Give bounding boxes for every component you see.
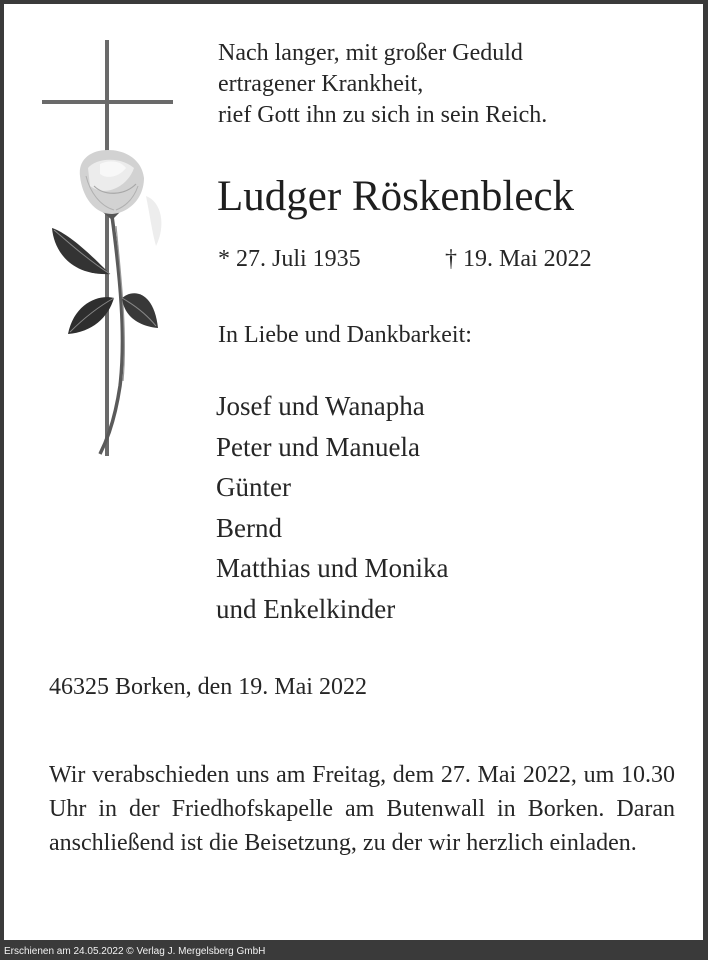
intro-text — [218, 38, 678, 131]
publication-footer: Erschienen am 24.05.2022 © Verlag J. Mergelsberg GmbH — [4, 946, 266, 957]
gratitude-line: In Liebe und Dankbarkeit: — [218, 322, 472, 348]
intro-line: ertragener Krankheit, — [218, 71, 424, 97]
cross-with-rose-icon — [34, 36, 194, 466]
mourners-list — [216, 386, 448, 629]
intro-line: Nach langer, mit großer Geduld — [218, 40, 523, 66]
birth-date: * 27. Juli 1935 — [218, 246, 361, 272]
intro-line: rief Gott ihn zu sich in sein Reich. — [218, 102, 548, 128]
deceased-name: Ludger Röskenbleck — [217, 173, 575, 220]
place-and-date: 46325 Borken, den 19. Mai 2022 — [49, 674, 367, 700]
mourner-item: Josef und Wanapha — [216, 391, 425, 421]
mourner-item: Bernd — [216, 512, 282, 543]
death-date: † 19. Mai 2022 — [445, 246, 592, 272]
obituary-notice — [4, 4, 703, 940]
mourner-item: Peter und Manuela — [216, 431, 420, 462]
mourner-item: und Enkelkinder — [216, 593, 396, 624]
mourner-item: Günter — [216, 472, 291, 502]
funeral-announcement: Wir verabschieden uns am Freitag, dem 27. Mai 2022, um 10.30 Uhr in der Friedhofskapelle am Butenwall in Borken. Daran anschließend ist die Beisetzung, zu der wir herzlich einladen. — [49, 762, 675, 856]
mourner-item: Matthias und Monika — [216, 553, 449, 583]
